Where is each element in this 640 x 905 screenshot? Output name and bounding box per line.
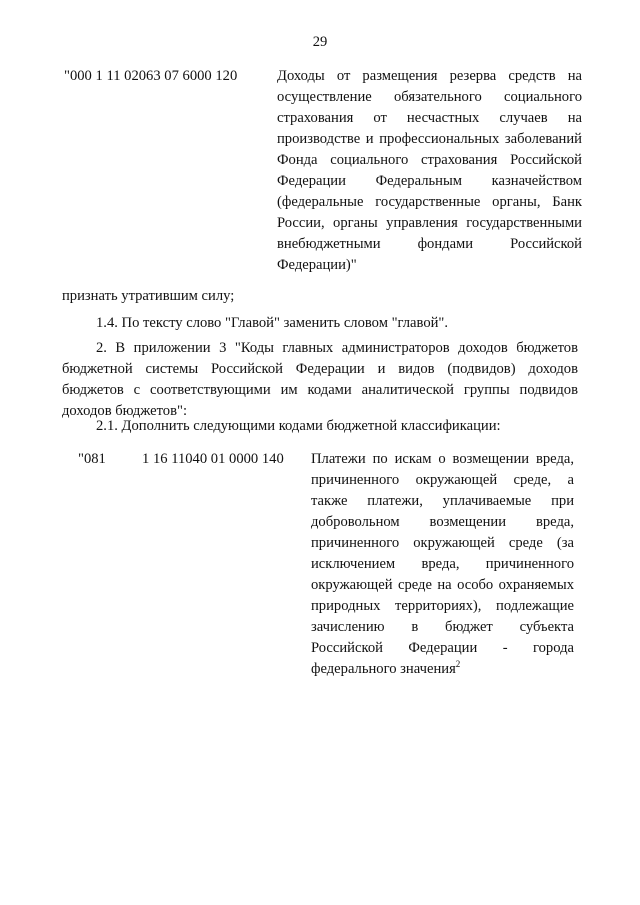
repeal-paragraph: признать утратившим силу; (62, 288, 235, 304)
entry1-description: Доходы от размещения резерва средств на осуществление обязательного социального страхования от несчастных случаев на производстве и профессиональных заболеваний Фонда социального страхования Российской Федерации Федеральным казначейством (федеральные государственные органы, Банк России, органы управления государственными внебюджетными фондами Российской Федерации)" (277, 68, 582, 273)
entry2-admin-code: "081 (78, 451, 106, 467)
entry2-description-block (311, 449, 574, 680)
entry1-code: "000 1 11 02063 07 6000 120 (64, 68, 238, 84)
footnote-mark: 2 (455, 659, 461, 670)
page-number: 29 (312, 34, 328, 50)
paragraph-1-4: 1.4. По тексту слово "Главой" заменить словом "главой". (96, 315, 449, 331)
entry2-description: Платежи по искам о возмещении вреда, причиненного окружающей среде, а также платежи, уплачиваемые при добровольном возмещении вреда, причиненного окружающей среде (за исключением вреда, причиненного окружающей среде на особо охраняемых природных территориях), подлежащие зачислению в бюджет субъекта Российской Федерации - города федерального значения (311, 451, 574, 677)
paragraph-2: 2. В приложении 3 "Коды главных администраторов доходов бюджетов бюджетной системы Российской Федерации и видов (подвидов) доходов бюджетов с соответствующими им кодами аналитической группы подвидов доходов бюджетов": (62, 340, 578, 419)
entry2-code: 1 16 11040 01 0000 140 (142, 451, 284, 467)
paragraph-2-1: 2.1. Дополнить следующими кодами бюджетной классификации: (96, 418, 501, 434)
